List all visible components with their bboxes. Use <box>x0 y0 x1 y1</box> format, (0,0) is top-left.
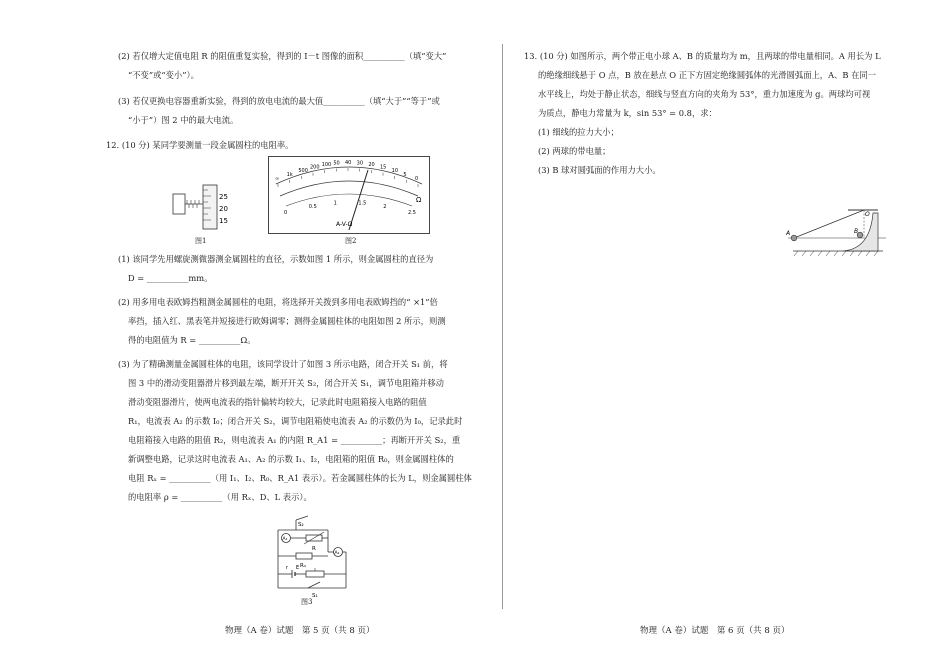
ohm-tick-label: 5 <box>403 171 407 178</box>
question-text: R₁，电流表 A₂ 的示数 I₀；闭合开关 S₂，调节电阻箱使电流表 A₂ 的示数仍为 I₀，记录此时 <box>128 416 463 426</box>
figure-caption: 图3 <box>301 598 313 606</box>
resistor-rx <box>296 553 312 559</box>
label-a: A <box>786 230 791 237</box>
switch-s1 <box>308 582 320 588</box>
ball-a <box>791 235 797 241</box>
question-text: 电阻箱接入电路的阻值 R₂，则电流表 A₁ 的内阻 R_A1 = __________；再断开开关 S₂，重 <box>128 435 461 445</box>
ohm-tick-label: 1k <box>286 171 293 178</box>
page-divider <box>502 44 503 609</box>
lower-tick-label: 2.5 <box>408 210 416 216</box>
switch-s1-label: S₁ <box>312 593 318 599</box>
lower-tick-label: 0.5 <box>308 204 317 211</box>
page-footer: 物理（A 卷）试题 第 6 页（共 8 页） <box>640 626 790 636</box>
question-text: (2) 用多用电表欧姆挡粗测金属圆柱的电阻，将选择开关拨到多用电表欧姆挡的“ ×1”倍 <box>118 297 438 307</box>
ammeter-a2-label: A₂ <box>334 551 340 556</box>
rheostat <box>306 571 324 577</box>
page-footer: 物理（A 卷）试题 第 5 页（共 8 页） <box>225 626 375 636</box>
question-text: D = __________mm。 <box>128 273 213 283</box>
ohm-tick-label: 50 <box>333 160 340 167</box>
ohm-tick-label: 500 <box>298 168 308 174</box>
ohm-tick-label: ∞ <box>275 176 280 182</box>
question-text: 水平线上，均处于静止状态，细线与竖直方向的夹角为 53°，重力加速度为 g。两球均可视 <box>538 89 871 99</box>
figure-caption: 图2 <box>345 237 357 245</box>
question-text: 为质点，静电力常量为 k，sin 53° = 0.8，求： <box>538 108 717 118</box>
label-b: B <box>854 228 859 235</box>
sub-question: (2) 两球的带电量； <box>538 146 611 156</box>
ohm-tick-label: 30 <box>356 160 364 167</box>
question-text: 的电阻率 ρ = __________（用 Rₓ、D、L 表示）。 <box>128 492 312 502</box>
label-o: O <box>865 211 870 218</box>
lower-tick-label: 1 <box>333 200 337 207</box>
question-text: “不变”或“变小”）。 <box>128 70 199 80</box>
tick-label: 15 <box>219 217 228 225</box>
circuit-figure <box>268 512 358 608</box>
ohm-symbol: Ω <box>416 196 422 204</box>
multimeter-dial-figure <box>268 156 430 234</box>
micrometer-figure <box>173 180 253 242</box>
sub-question: (1) 细线的拉力大小； <box>538 127 619 137</box>
question-text: 得的电阻值为 R = __________Ω。 <box>128 335 256 345</box>
question-text: 滑动变阻器滑片，使两电流表的指针偏转均较大，记录此时电阻箱接入电路的阻值 <box>128 397 427 407</box>
question-text: (1) 该同学先用螺旋测微器测金属圆柱的直径，示数如图 1 所示，则金属圆柱的直径为 <box>118 254 434 264</box>
ohm-tick-label: 20 <box>368 162 375 169</box>
micrometer-anvil <box>173 194 185 214</box>
ohm-tick-label: 15 <box>380 164 387 171</box>
internal-r-label: r <box>286 565 289 571</box>
ohm-tick-label: 100 <box>321 162 332 169</box>
ohm-tick-label: 0 <box>415 176 419 182</box>
ground-hatch <box>794 251 878 256</box>
question-text: 新调整电路，记录这时电流表 A₁、A₂ 的示数 I₁、I₂，电阻箱的阻值 R₀，则金属圆柱体的 <box>128 454 454 464</box>
ohm-tick-label: 10 <box>391 168 399 174</box>
question-text: “小于”）图 2 中的最大电流。 <box>128 115 239 125</box>
charged-balls-figure <box>788 205 888 265</box>
question-text: 13. (10 分) 如图所示，两个带正电小球 A、B 的质量均为 m，且两球的带电量相同。A 用长为 L <box>524 51 881 61</box>
ohm-tick-label: 40 <box>345 160 352 166</box>
sub-question: (3) B 球对圆弧面的作用力大小。 <box>538 165 661 175</box>
resistor-rx-label: Rₓ <box>300 563 307 569</box>
question-text: (2) 若仅增大定值电阻 R 的阻值重复实验，得到的 I－t 图像的面积__________（填“变大” <box>118 51 447 61</box>
battery-label: E <box>296 565 300 571</box>
lower-tick-label: 0 <box>284 210 288 216</box>
lower-tick-label: 2 <box>383 204 387 211</box>
resistor-r-label: R <box>312 546 316 552</box>
switch-s2-label: S₂ <box>298 522 304 528</box>
ohm-tick-label: 200 <box>310 164 320 171</box>
tick-label: 25 <box>219 193 228 201</box>
micrometer-thimble <box>203 185 217 229</box>
switch-s2 <box>296 516 308 520</box>
figure-caption: 图1 <box>195 237 207 245</box>
question-text: 的绝缘细线悬于 O 点，B 放在悬点 O 正下方固定绝缘圆弧体的光滑圆弧面上，A、B 在同一 <box>538 70 877 80</box>
question-text: 率挡，插入红、黑表笔并短接进行欧姆调零；测得金属圆柱体的电阻如图 2 所示，则测 <box>128 316 446 326</box>
question-text: (3) 为了精确测量金属圆柱体的电阻，该同学设计了如图 3 所示电路，闭合开关 S₁ 前，将 <box>118 359 448 369</box>
ammeter-a1-label: A₁ <box>282 537 288 542</box>
question-title: 12. (10 分) 某同学要测量一段金属圆柱的电阻率。 <box>106 140 294 150</box>
dial-center-label: A-V-Ω <box>336 221 353 228</box>
tick-label: 20 <box>219 205 228 213</box>
question-text: (3) 若仅更换电容器重新实验，得到的放电电流的最大值__________（填“大于”“等于”或 <box>118 96 440 106</box>
question-text: 图 3 中的滑动变阻器滑片移到最左端，断开开关 S₂，闭合开关 S₁，调节电阻箱并移动 <box>128 378 444 388</box>
lower-tick-label: 1.5 <box>358 200 367 207</box>
question-text: 电阻 Rₓ = __________（用 I₁、I₂、R₀、R_A1 表示）。若金属圆柱体的长为 L，则金属圆柱体 <box>128 473 472 483</box>
